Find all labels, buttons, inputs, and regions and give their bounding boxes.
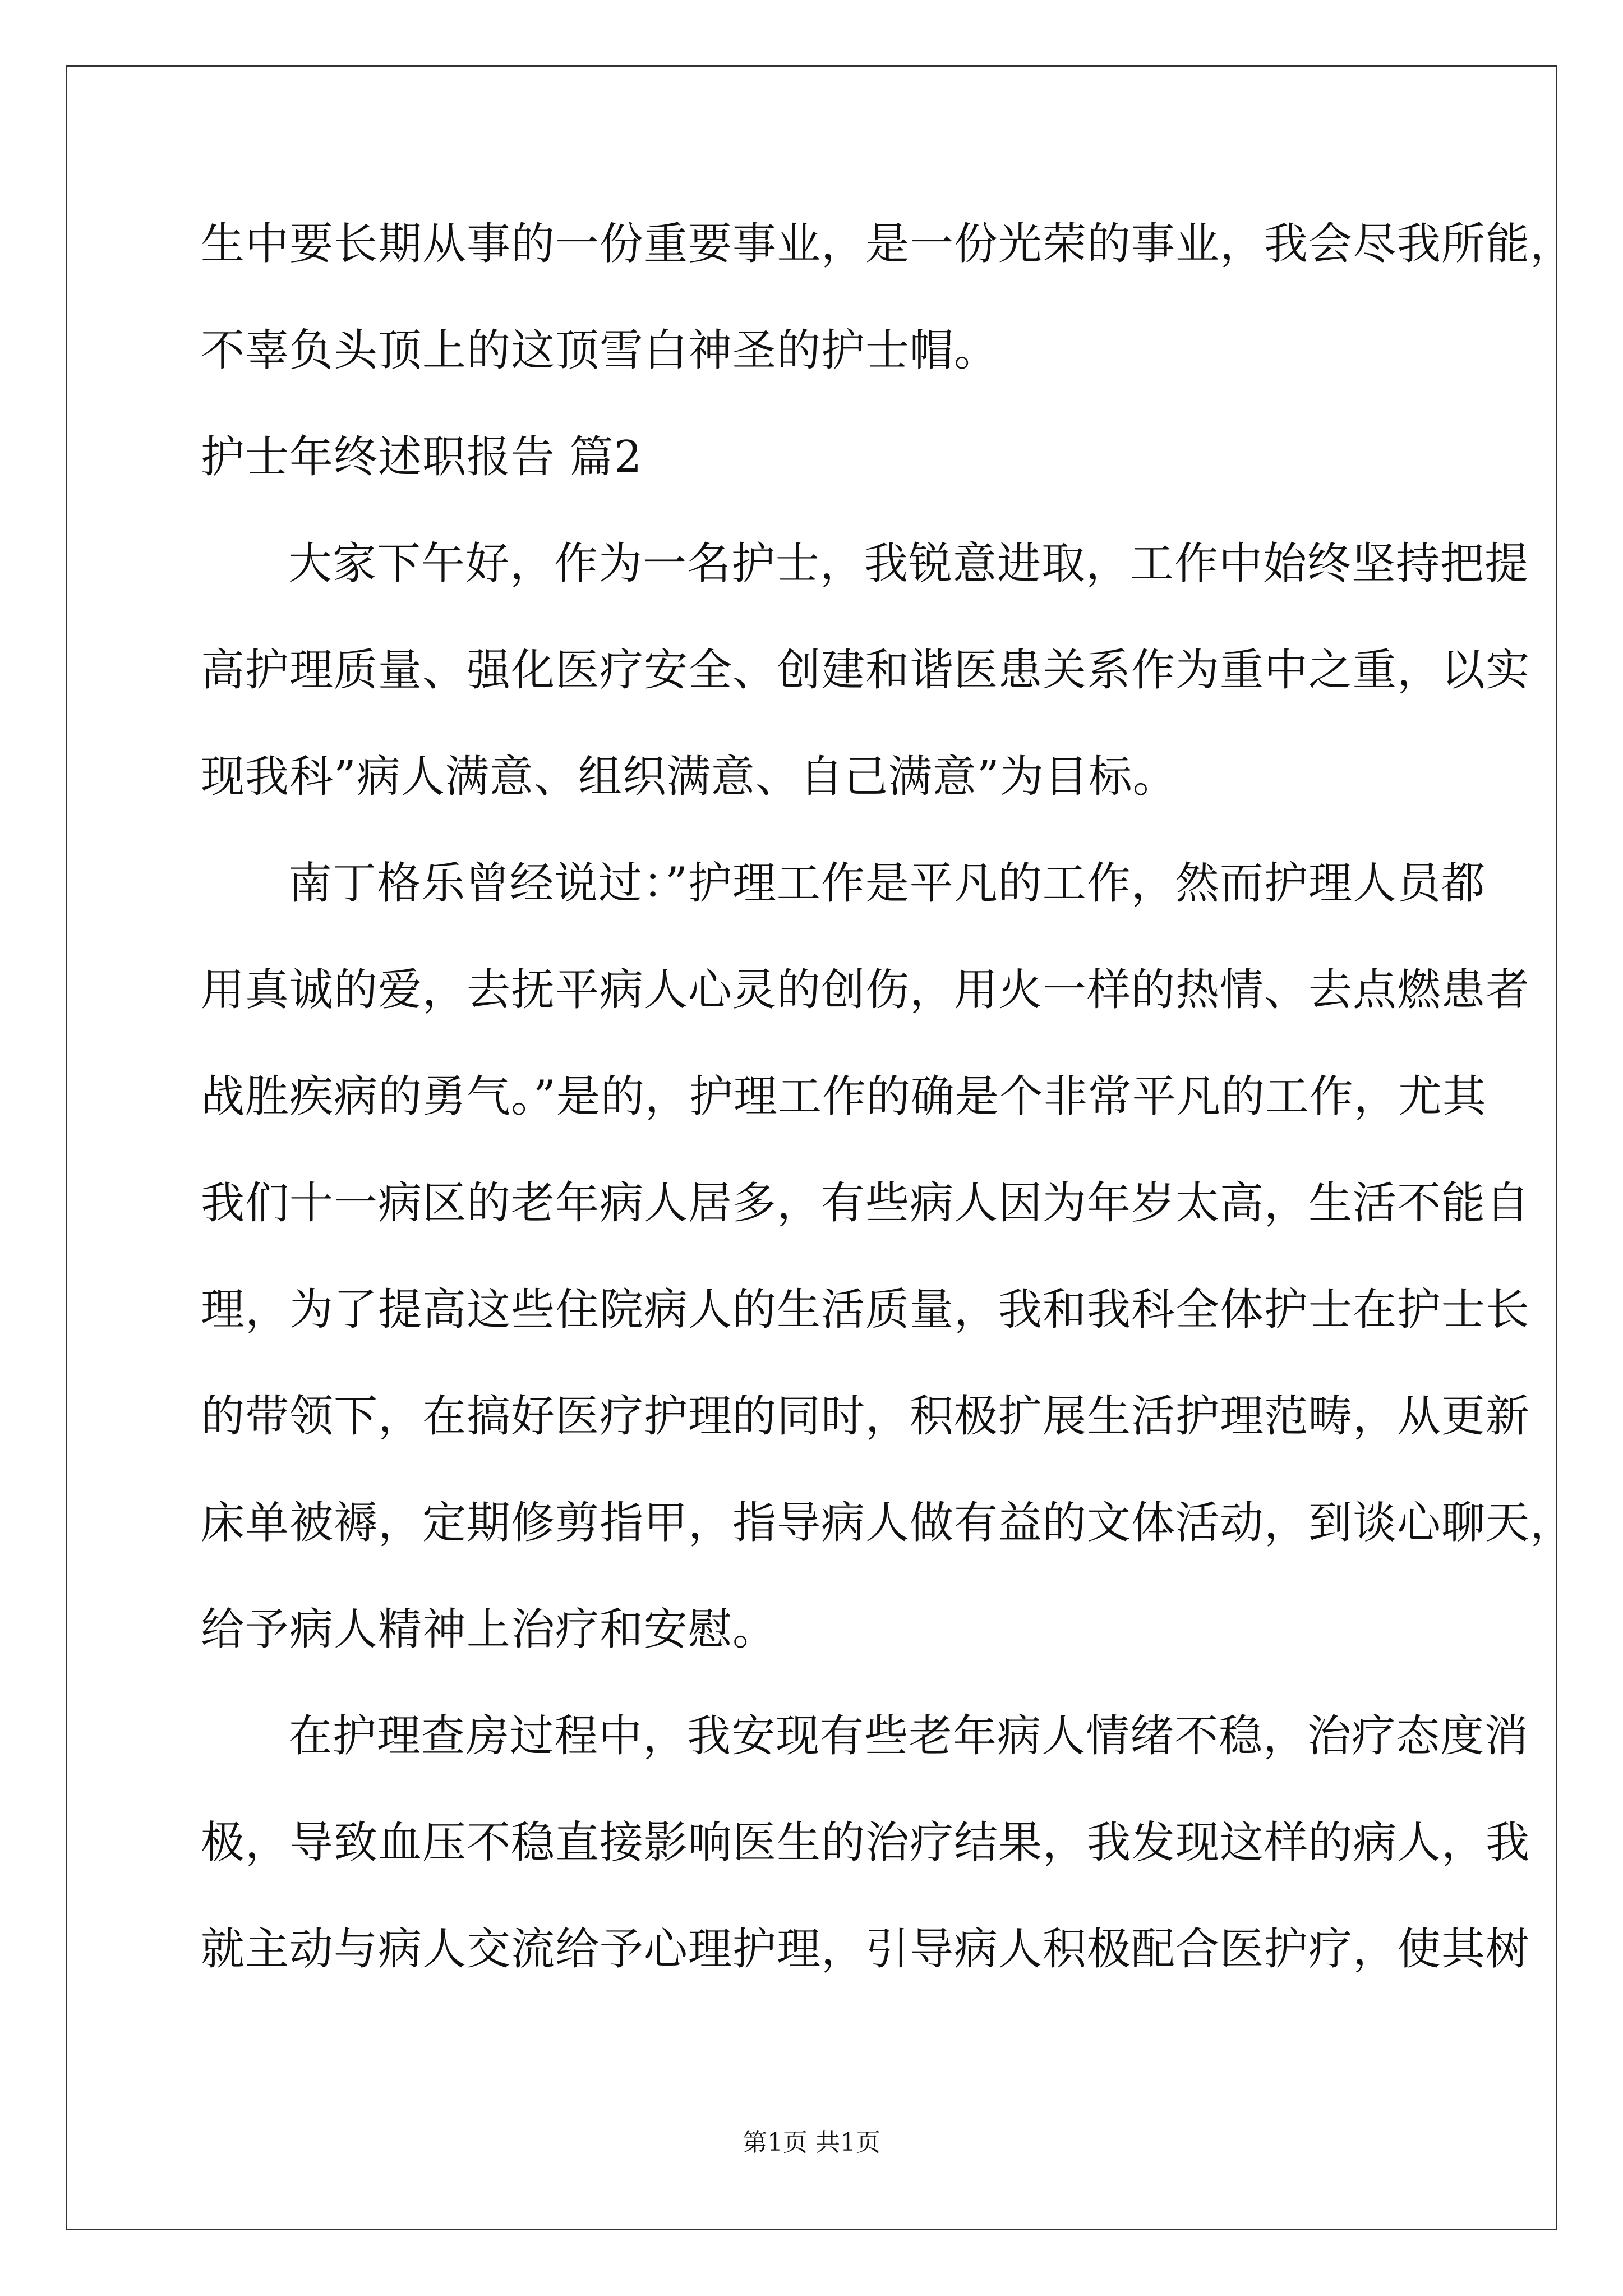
paragraph-line: 现我科”病人满意、组织满意、自己满意”为目标。 bbox=[201, 752, 1177, 802]
paragraph-line: 不辜负头顶上的这顶雪白神圣的护士帽。 bbox=[201, 325, 999, 376]
page-footer: 第1页 共1页 bbox=[743, 2128, 880, 2157]
paragraph-line: 用真诚的爱，去抚平病人心灵的创伤，用火一样的热情、去点燃患者 bbox=[201, 965, 1530, 1015]
paragraph-line: 床单被褥，定期修剪指甲，指导病人做有益的文体活动，到谈心聊天， bbox=[201, 1498, 1575, 1548]
paragraph-line: 我们十一病区的老年病人居多，有些病人因为年岁太高，生活不能自 bbox=[201, 1178, 1530, 1228]
paragraph-line: 就主动与病人交流给予心理护理，引导病人积极配合医护疗，使其树 bbox=[201, 1924, 1530, 1975]
paragraph-line: 战胜疾病的勇气。”是的，护理工作的确是个非常平凡的工作，尤其 bbox=[201, 1071, 1487, 1122]
paragraph-line: 给予病人精神上治疗和安慰。 bbox=[201, 1604, 777, 1655]
paragraph-line: 南丁格乐曾经说过：”护理工作是平凡的工作，然而护理人员都 bbox=[288, 858, 1486, 909]
paragraph-line: 理，为了提高这些住院病人的生活质量，我和我科全体护士在护士长 bbox=[201, 1285, 1530, 1335]
paragraph-line: 极，导致血压不稳直接影响医生的治疗结果，我发现这样的病人，我 bbox=[201, 1818, 1530, 1868]
paragraph-line: 在护理查房过程中，我安现有些老年病人情绪不稳，治疗态度消 bbox=[288, 1711, 1529, 1761]
document-body bbox=[201, 191, 1575, 2003]
section-heading: 护士年终述职报告 篇2 bbox=[201, 432, 643, 482]
paragraph-line: 生中要长期从事的一份重要事业，是一份光荣的事业，我会尽我所能， bbox=[201, 219, 1575, 269]
paragraph-line: 的带领下，在搞好医疗护理的同时，积极扩展生活护理范畴，从更新 bbox=[201, 1391, 1530, 1442]
paragraph-line: 大家下午好，作为一名护士，我锐意进取，工作中始终坚持把提 bbox=[288, 539, 1529, 589]
paragraph-line: 高护理质量、强化医疗安全、创建和谐医患关系作为重中之重，以实 bbox=[201, 645, 1530, 696]
